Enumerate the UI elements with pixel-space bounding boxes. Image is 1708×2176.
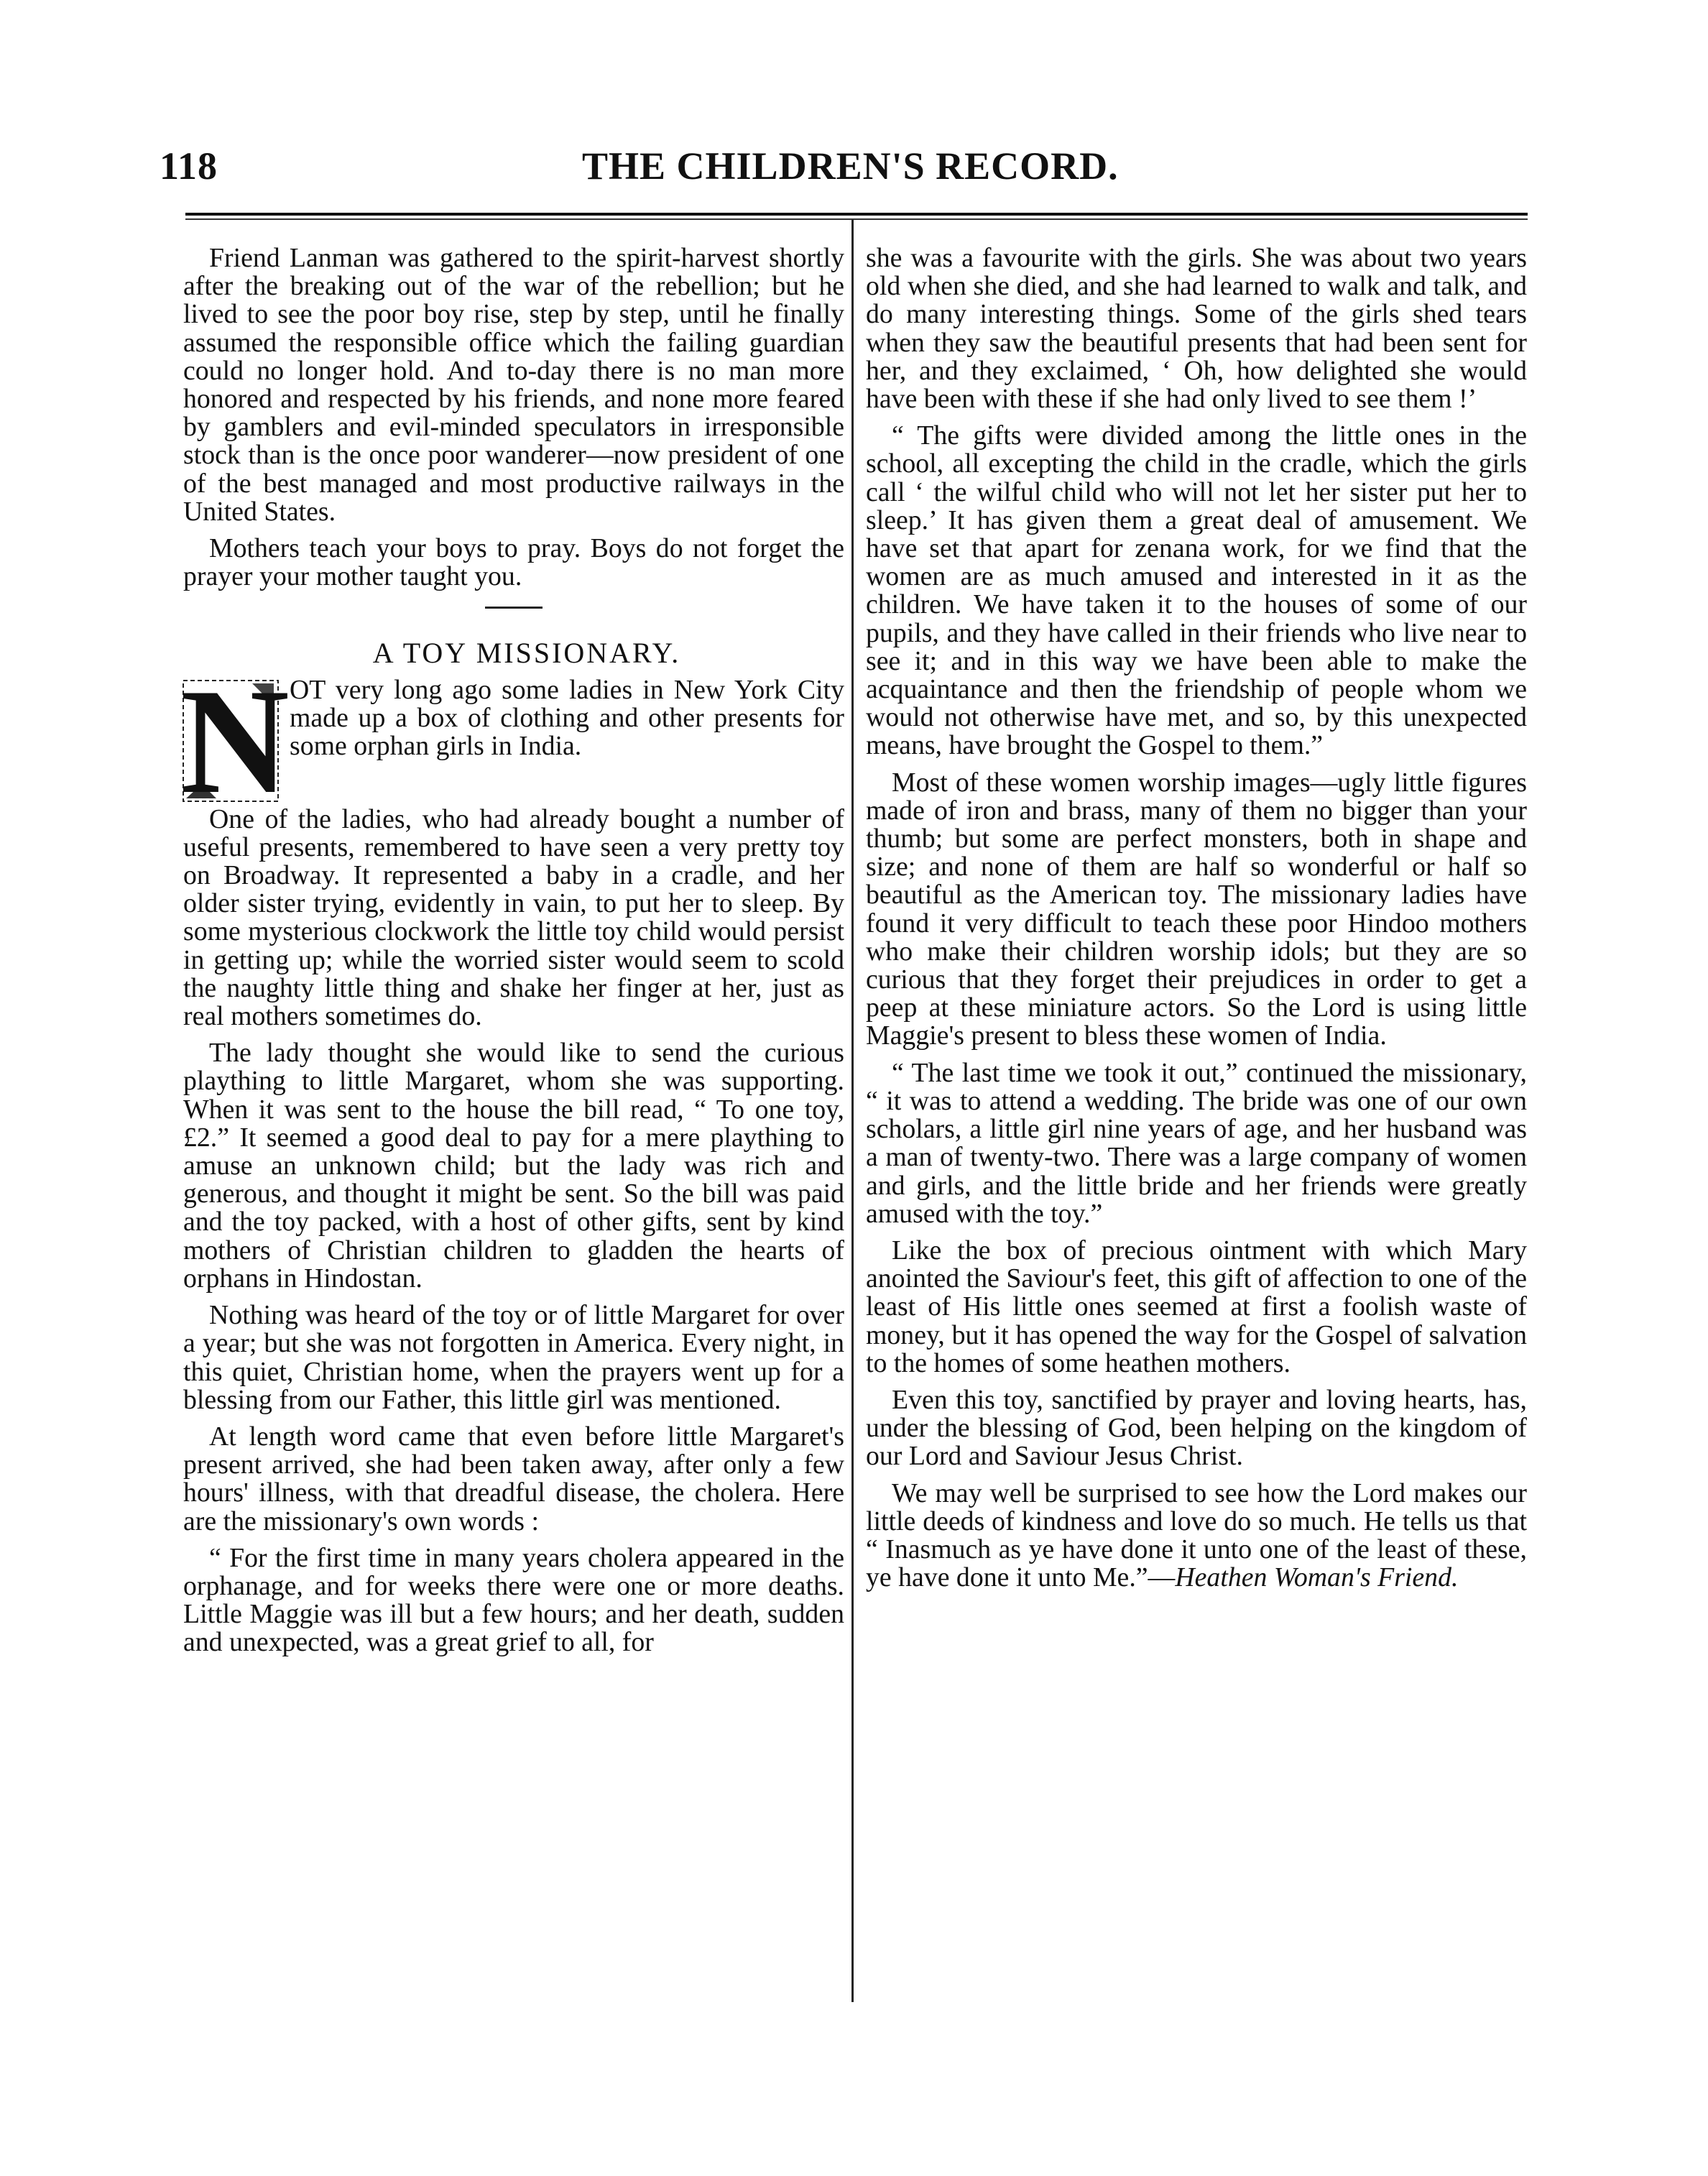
right-column — [866, 244, 1527, 1600]
paragraph: The lady thought she would like to send the curious plaything to little Margaret, whom she was supporting. When it was sent to the house the bill read, “ To one toy, £2.” It seemed a good deal to pay for a mere plaything to amuse an unknown child; but the lady was rich and generous, and thought it might be sent. So the bill was paid and the toy packed, with a host of other gifts, sent by kind mothers of Christian children to gladden the hearts of orphans in Hindostan. — [183, 1038, 844, 1294]
paragraph: Even this toy, sanctified by prayer and loving hearts, has, under the blessing of God, been helping on the kingdom of our Lord and Saviour Jesus Christ. — [866, 1384, 1527, 1472]
drop-cap-letter: N — [180, 658, 290, 825]
drop-cap — [180, 658, 290, 825]
page-number: 118 — [160, 144, 218, 188]
first-paragraph: OT very long ago some ladies in New York City made up a box of clothing and other presents for some orphan girls in India. — [290, 674, 844, 762]
paragraph: Most of these women worship images—ugly little figures made of iron and brass, many of them no bigger than your thumb; but some are perfect monsters, both in shape and size; and none of them are half so wonderful or half so beautiful as the American toy. The missionary ladies have found it very difficult to teach these poor Hindoo mothers who make their children worship idols; but they are so curious that they forget their prejudices in order to get a peep at these miniature actors. So the Lord is using little Maggie's present to bless these women of India. — [866, 767, 1527, 1051]
paragraph: she was a favourite with the girls. She was about two years old when she died, and she had learned to walk and talk, and do many interesting things. Some of the girls shed tears when they saw the beautiful presents that had been sent for her, and they exclaimed, ‘ Oh, how delighted she would have been with these if she had only lived to see them !’ — [866, 243, 1527, 415]
running-title: THE CHILDREN'S RECORD. — [582, 144, 1119, 188]
last-paragraph-text: We may well be surprised to see how the Lord makes our little deeds of kindness and love do so much. He tells us that “ Inasmuch as ye have done it unto one of the least of these, ye have done it unto Me.”— — [866, 1477, 1527, 1593]
header-rule — [185, 213, 1528, 216]
paragraph: Like the box of precious ointment with which Mary anointed the Saviour's feet, this gift of affection to one of the least of His little ones seemed at first a foolish waste of money, but it has opened the way for the Gospel of salvation to the homes of some heathen mothers. — [866, 1235, 1527, 1378]
section-separator — [485, 607, 543, 609]
paragraph: At length word came that even before little Margaret's present arrived, she had been taken away, after only a few hours' illness, with that dreadful disease, the cholera. Here are the missionary's own words : — [183, 1421, 844, 1536]
last-paragraph — [866, 1477, 1527, 1593]
paragraph: One of the ladies, who had already bought a number of useful presents, remembered to have seen a very pretty toy on Broadway. It represented a baby in a cradle, and her older sister trying, evidently in vain, to put her to sleep. By some mysterious clockwork the little toy child would persist in getting up; while the worried sister would seem to scold the naughty little thing and shake her finger at her, just as real mothers sometimes do. — [183, 803, 844, 1032]
paragraph: “ The gifts were divided among the little ones in the school, all excepting the child in the cradle, which the girls call ‘ the wilful child who will not let her sister put her to sleep.’ It has given them a great deal of amusement. We have set that apart for zenana work, for we find that the women are as much amused and interested in it as the children. We have taken it to the houses of some of our pupils, and they have called in their friends who live near to see it; and in this way we have been able to make the acquaintance and then the friendship of people whom we would not otherwise have met, and so, by this unexpected means, have brought the Gospel to them.” — [866, 420, 1527, 761]
paragraph: Nothing was heard of the toy or of little Margaret for over a year; but she was not forgotten in America. Every night, in this quiet, Christian home, when the prayers went up for a blessing from our Father, this little girl was mentioned. — [183, 1300, 844, 1415]
column-divider — [851, 220, 854, 2002]
left-column — [180, 243, 844, 1666]
header-rule-thin — [185, 218, 1528, 220]
source-citation: Heathen Woman's Friend. — [1175, 1562, 1459, 1593]
article-title: A TOY MISSIONARY. — [372, 637, 681, 670]
paragraph: “ The last time we took it out,” continued the missionary, “ it was to attend a wedding. The bride was one of our own scholars, a little girl nine years of age, and her husband was a man of twenty-two. There was a large company of women and girls, and the little bride and her friends were greatly amused with the toy.” — [866, 1057, 1527, 1229]
closing-paragraph: Mothers teach your boys to pray. Boys do not forget the prayer your mother taught you. — [183, 533, 844, 592]
paragraph: “ For the first time in many years cholera appeared in the orphanage, and for weeks there were one or more deaths. Little Maggie was ill but a few hours; and her death, sudden and unexpected, was a great grief to all, for — [183, 1542, 844, 1658]
continued-paragraph: Friend Lanman was gathered to the spirit-harvest shortly after the breaking out of the war of the rebellion; but he lived to see the poor boy rise, step by step, until he finally assumed the responsible office which the failing guardian could no longer hold. And to-day there is no man more honored and respected by his friends, and none more feared by gamblers and evil-minded speculators in irresponsible stock than is the once poor wanderer—now president of one of the best managed and most productive railways in the United States. — [183, 243, 844, 527]
